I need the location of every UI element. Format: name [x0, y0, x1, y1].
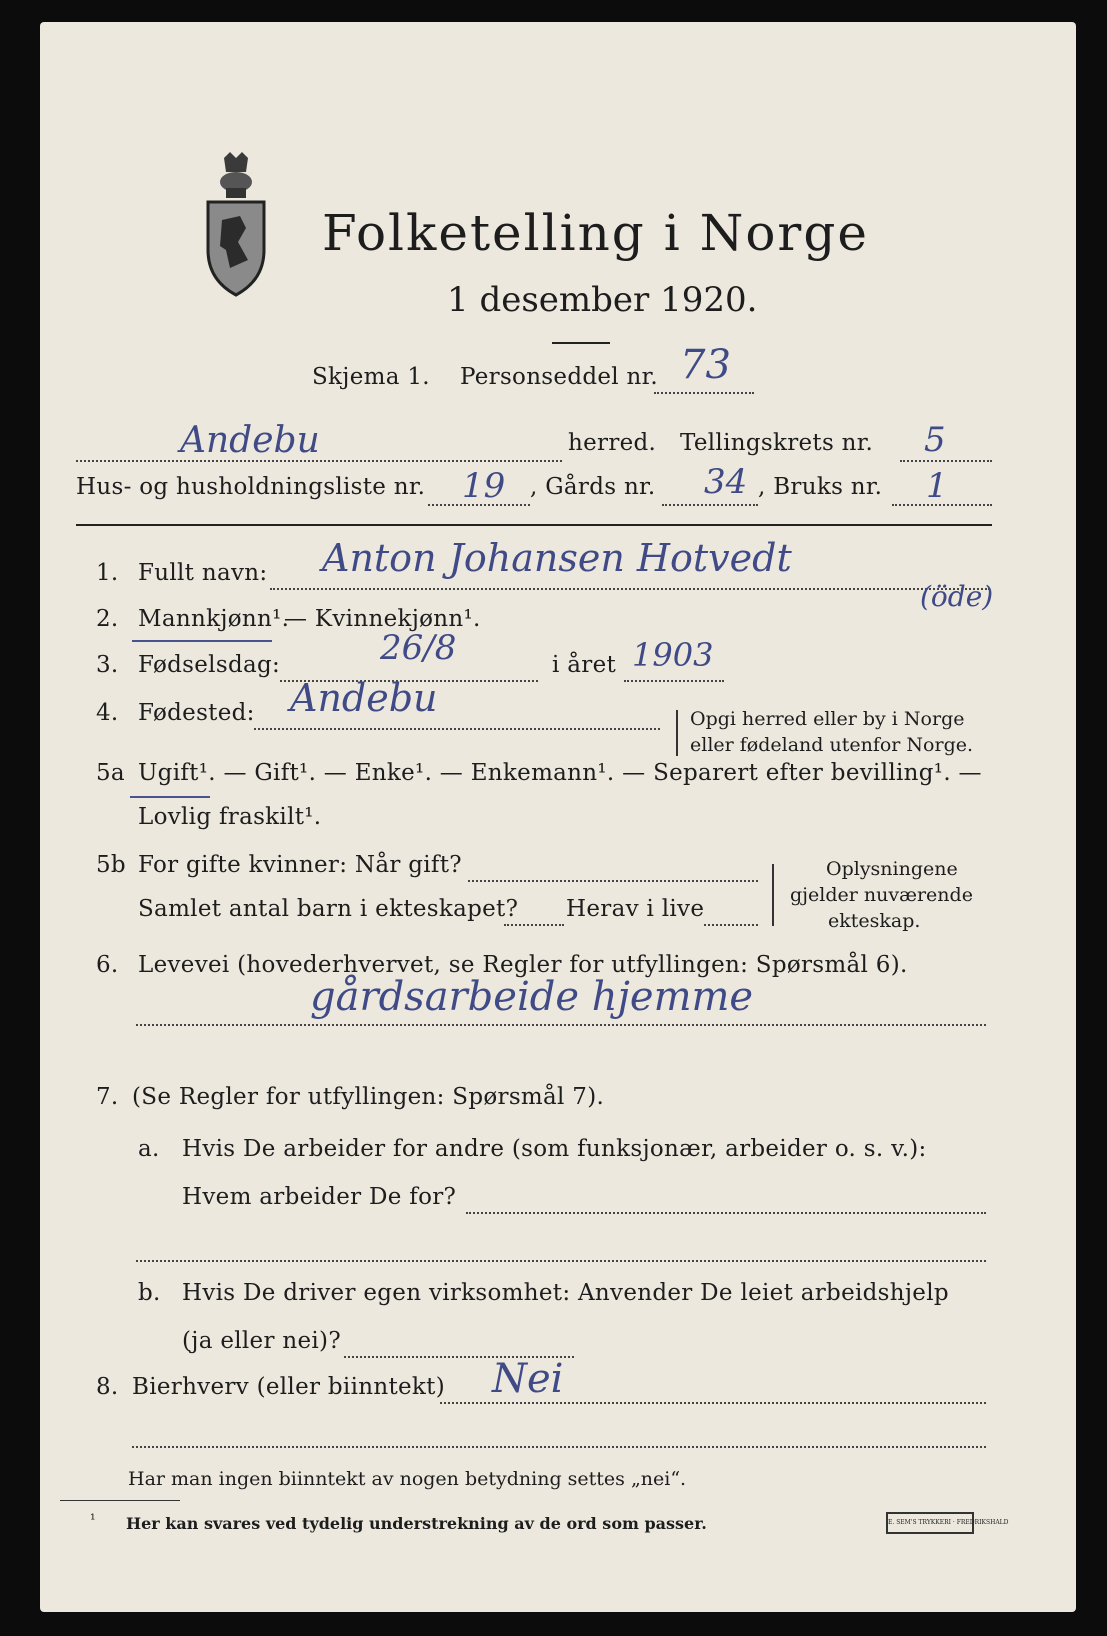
- herred-label: herred.: [568, 430, 657, 456]
- q5b-gift-line: [468, 880, 758, 882]
- q6-number: 6.: [96, 952, 119, 978]
- q5a-ugift-underline: [130, 796, 210, 798]
- q1-extra: (öde): [920, 580, 994, 613]
- q7b-line2: (ja eller nei)?: [182, 1328, 341, 1354]
- q8-value: Nei: [492, 1356, 564, 1402]
- q5b-note3: ekteskap.: [828, 910, 921, 932]
- personseddel-label: Personseddel nr.: [460, 364, 659, 390]
- printer-stamp: E. SEM'S TRYKKERI · FREDRIKSHALD: [886, 1512, 974, 1534]
- q6-label: Levevei (hovederhvervet, se Regler for utfyllingen: Spørsmål 6).: [138, 952, 908, 978]
- gards-value: 34: [704, 462, 748, 502]
- q8-line: [440, 1402, 986, 1404]
- q5b-line2b: Herav i live: [566, 896, 705, 922]
- q4-value: Andebu: [290, 676, 438, 720]
- q7a-line-extra: [136, 1260, 986, 1262]
- q5b-note2: gjelder nuværende: [790, 884, 973, 906]
- census-date: 1 desember 1920.: [447, 280, 758, 320]
- footer-note: Har man ingen biinntekt av nogen betydning settes „nei“.: [128, 1468, 687, 1490]
- q1-number: 1.: [96, 560, 119, 586]
- tellingskrets-line: [900, 460, 992, 462]
- q4-note1: Opgi herred eller by i Norge: [690, 708, 965, 730]
- q7a-number: a.: [138, 1136, 160, 1162]
- q7-label: (Se Regler for utfyllingen: Spørsmål 7).: [132, 1084, 605, 1110]
- q5a-line1: Ugift¹. — Gift¹. — Enke¹. — Enkemann¹. — Separert efter bevilling¹. —: [138, 760, 982, 786]
- husholdning-label: Hus- og husholdningsliste nr.: [76, 474, 426, 500]
- q4-brace: [676, 710, 678, 756]
- q3-year-label: i året: [552, 652, 617, 678]
- q4-line: [254, 728, 660, 730]
- q7a-line2: Hvem arbeider De for?: [182, 1184, 457, 1210]
- q6-value: gårdsarbeide hjemme: [310, 974, 754, 1020]
- q6-line: [136, 1024, 986, 1026]
- schema-label: Skjema 1.: [312, 364, 430, 390]
- coat-of-arms-icon: [200, 150, 270, 300]
- husholdning-value: 19: [462, 466, 506, 506]
- q7b-line1: Hvis De driver egen virksomhet: Anvender De leiet arbeidshjelp: [182, 1280, 949, 1306]
- q3-number: 3.: [96, 652, 119, 678]
- q2-female: — Kvinnekjønn¹.: [284, 606, 481, 632]
- q7a-line1: Hvis De arbeider for andre (som funksjonær, arbeider o. s. v.):: [182, 1136, 927, 1162]
- q3-value: 26/8: [380, 628, 457, 668]
- q5b-note1: Oplysningene: [826, 858, 958, 880]
- tellingskrets-label: Tellingskrets nr.: [680, 430, 874, 456]
- bruks-label: , Bruks nr.: [758, 474, 883, 500]
- q2-male-underline: [132, 640, 272, 642]
- gards-label: , Gårds nr.: [530, 474, 656, 500]
- q3-year-line: [624, 680, 724, 682]
- q2-number: 2.: [96, 606, 119, 632]
- bruks-value: 1: [926, 466, 948, 506]
- q1-value: Anton Johansen Hotvedt: [322, 536, 792, 580]
- q1-line: [270, 588, 990, 590]
- gards-line: [662, 504, 758, 506]
- q7a-line: [466, 1212, 986, 1214]
- q5b-live-line: [704, 924, 758, 926]
- footnote-mark: ¹: [90, 1512, 96, 1528]
- q8-line-extra: [132, 1446, 986, 1448]
- q5b-barn-line: [504, 924, 564, 926]
- tellingskrets-value: 5: [924, 420, 946, 460]
- q7-number: 7.: [96, 1084, 119, 1110]
- q8-number: 8.: [96, 1374, 119, 1400]
- q3-year-value: 1903: [632, 636, 714, 674]
- q5a-number: 5a: [96, 760, 125, 786]
- herred-value: Andebu: [180, 420, 320, 461]
- footnote-text: Her kan svares ved tydelig understrekning av de ord som passer.: [126, 1514, 707, 1533]
- q3-label: Fødselsdag:: [138, 652, 281, 678]
- census-form: [40, 22, 1076, 1612]
- q5a-line2: Lovlig fraskilt¹.: [138, 804, 322, 830]
- q2-male: Mannkjønn¹.: [138, 606, 290, 632]
- q5b-line2a: Samlet antal barn i ekteskapet?: [138, 896, 519, 922]
- personseddel-value: 73: [680, 342, 731, 388]
- section-divider: [76, 524, 992, 526]
- q4-note2: eller fødeland utenfor Norge.: [690, 734, 974, 756]
- q5b-number: 5b: [96, 852, 126, 878]
- footnote-divider: [60, 1500, 180, 1501]
- q4-number: 4.: [96, 700, 119, 726]
- q5b-brace: [772, 864, 774, 926]
- q5b-line1: For gifte kvinner: Når gift?: [138, 852, 462, 878]
- personseddel-line: [654, 392, 754, 394]
- q1-label: Fullt navn:: [138, 560, 268, 586]
- q7b-number: b.: [138, 1280, 161, 1306]
- title-divider: [552, 342, 610, 344]
- form-title: Folketelling i Norge: [322, 204, 869, 262]
- q4-label: Fødested:: [138, 700, 255, 726]
- q8-label: Bierhverv (eller biinntekt): [132, 1374, 445, 1400]
